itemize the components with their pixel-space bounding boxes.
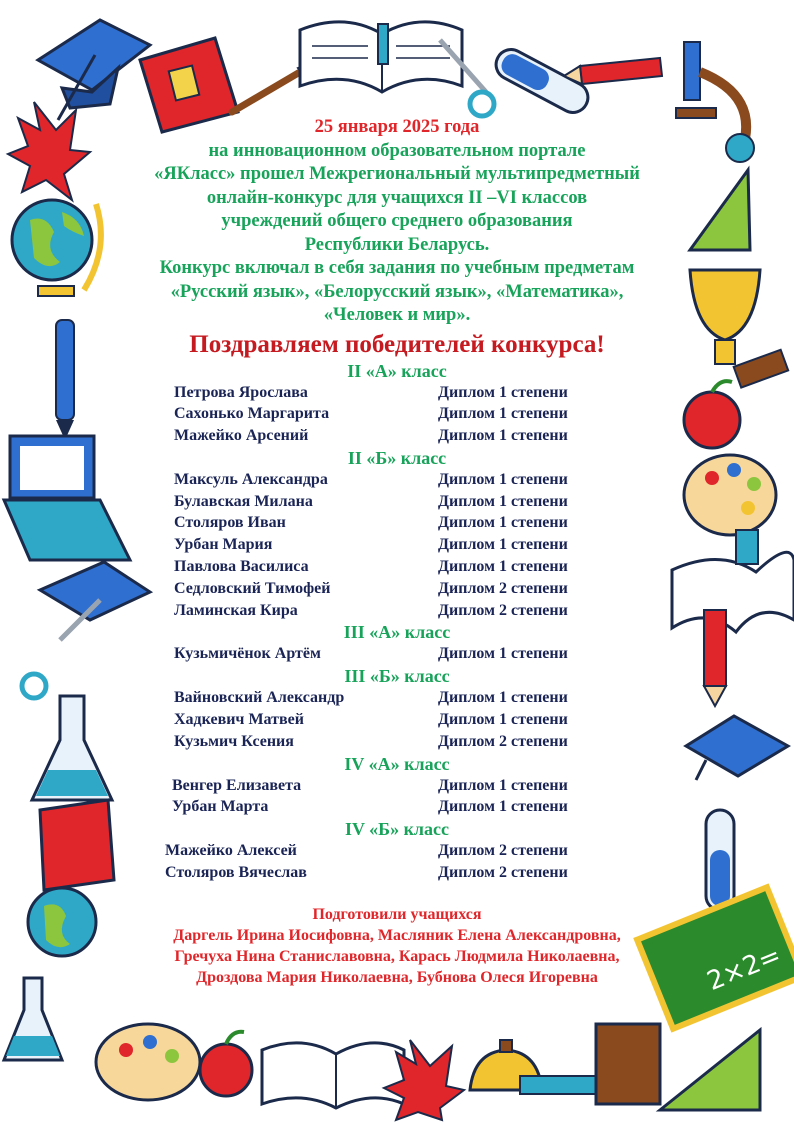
paint-palette-icon bbox=[684, 455, 776, 535]
intro-line-4: учреждений общего среднего образования bbox=[221, 211, 573, 231]
pencil-right-icon bbox=[704, 610, 726, 706]
class-heading: III «Б» класс bbox=[344, 666, 450, 687]
winner-row bbox=[110, 840, 684, 862]
globe-icon bbox=[12, 200, 101, 296]
winner-diploma: Диплом 2 степени bbox=[438, 732, 568, 750]
winner-diploma: Диплом 1 степени bbox=[438, 492, 568, 510]
palette-bottom-icon bbox=[96, 1024, 200, 1100]
intro-line-3: онлайн-конкурс для учащихся II –VI классов bbox=[206, 187, 588, 208]
teachers-line-3: Дроздова Мария Николаевна, Бубнова Олеся Игоревна bbox=[196, 968, 598, 986]
winner-diploma: Диплом 1 степени bbox=[438, 405, 568, 423]
winner-name: Столяров Вячеслав bbox=[165, 864, 307, 882]
winner-row bbox=[110, 731, 684, 753]
winner-diploma: Диплом 2 степени bbox=[438, 579, 568, 597]
teachers-line-2: Гречуха Нина Станиславовна, Карась Людмила Николаевна, bbox=[174, 947, 620, 965]
winner-name: Кузьмичёнок Артём bbox=[174, 645, 321, 663]
intro-line-2: «ЯКласс» прошел Межрегиональный мультипредметный bbox=[154, 164, 640, 184]
svg-text:2×2=: 2×2= bbox=[702, 940, 786, 998]
red-book-left-icon bbox=[40, 800, 114, 890]
apple-right-icon bbox=[684, 381, 740, 448]
winner-diploma: Диплом 1 степени bbox=[438, 645, 568, 663]
winner-row bbox=[110, 469, 684, 491]
winner-row bbox=[110, 709, 684, 731]
winner-diploma: Диплом 1 степени bbox=[438, 558, 568, 576]
winner-name: Булавская Милана bbox=[174, 492, 313, 510]
pen-icon bbox=[56, 320, 74, 440]
winner-diploma: Диплом 1 степени bbox=[438, 711, 568, 729]
winner-row bbox=[110, 862, 684, 884]
winner-row bbox=[110, 512, 684, 534]
winner-row bbox=[110, 491, 684, 513]
winner-name: Павлова Василиса bbox=[174, 558, 309, 576]
winner-row bbox=[110, 382, 684, 404]
announcement-content bbox=[110, 116, 684, 988]
graduation-cap-right-icon bbox=[686, 716, 788, 780]
maple-leaf-icon bbox=[8, 102, 90, 200]
intro-line-5: Республики Беларусь. bbox=[304, 234, 490, 255]
winner-name: Столяров Иван bbox=[174, 514, 286, 532]
winner-name: Максуль Александра bbox=[174, 470, 328, 488]
open-book-bottom-icon bbox=[262, 1043, 404, 1108]
winner-row bbox=[110, 600, 684, 622]
winner-diploma: Диплом 1 степени bbox=[438, 470, 568, 488]
open-book-top-icon bbox=[300, 22, 462, 92]
test-tube-right-icon bbox=[706, 810, 734, 910]
winner-diploma: Диплом 2 степени bbox=[438, 864, 568, 882]
winner-name: Урбан Мария bbox=[174, 536, 273, 554]
winner-row bbox=[110, 643, 684, 665]
scissors-left-icon bbox=[22, 600, 100, 698]
winner-diploma: Диплом 1 степени bbox=[438, 514, 568, 532]
winner-row bbox=[110, 425, 684, 447]
class-heading: II «А» класс bbox=[347, 360, 447, 381]
winner-name: Петрова Ярослава bbox=[174, 383, 308, 401]
winner-row bbox=[110, 556, 684, 578]
class-heading: II «Б» класс bbox=[347, 447, 447, 468]
intro-line-6: Конкурс включал в себя задания по учебным предметам bbox=[159, 258, 635, 278]
winner-diploma: Диплом 2 степени bbox=[438, 842, 568, 860]
winner-diploma: Диплом 2 степени bbox=[438, 601, 568, 619]
winner-name: Кузьмич Ксения bbox=[174, 732, 294, 750]
class-heading: III «А» класс bbox=[343, 622, 451, 643]
winner-name: Ламинская Кира bbox=[174, 601, 298, 619]
class-heading: IV «Б» класс bbox=[344, 819, 450, 840]
congrats-heading: Поздравляем победителей конкурса! bbox=[189, 330, 605, 358]
event-date: 25 января 2025 года bbox=[314, 117, 480, 137]
winner-name: Седловский Тимофей bbox=[174, 579, 331, 597]
prepared-by-title: Подготовили учащихся bbox=[312, 905, 482, 923]
winner-name: Вайновский Александр bbox=[174, 689, 345, 707]
winner-row bbox=[110, 578, 684, 600]
open-book-right-icon bbox=[672, 530, 794, 632]
winner-name: Мажейко Арсений bbox=[174, 427, 309, 445]
intro-line-7: «Русский язык», «Белорусский язык», «Математика», bbox=[170, 281, 624, 302]
winner-name: Сахонько Маргарита bbox=[174, 405, 330, 423]
winner-name: Венгер Елизавета bbox=[172, 776, 302, 794]
winner-row bbox=[110, 687, 684, 709]
winner-name: Урбан Марта bbox=[172, 798, 269, 816]
intro-line-8: «Человек и мир». bbox=[323, 305, 471, 325]
pencil-top-icon bbox=[564, 58, 662, 84]
globe-lower-icon bbox=[28, 888, 96, 956]
intro-line-1: на инновационном образовательном портале bbox=[208, 140, 586, 161]
teachers-line-1: Даргель Ирина Иосифовна, Масляник Елена Александровна, bbox=[173, 926, 621, 944]
apple-bottom-icon bbox=[200, 1032, 252, 1096]
winner-row bbox=[110, 534, 684, 556]
brown-book-icon bbox=[596, 1024, 660, 1104]
winner-row bbox=[110, 796, 684, 818]
winner-diploma: Диплом 1 степени bbox=[438, 776, 568, 794]
set-square-bottom-icon bbox=[660, 1030, 760, 1110]
winner-name: Мажейко Алексей bbox=[165, 842, 297, 860]
winner-row bbox=[110, 775, 684, 797]
winner-diploma: Диплом 1 степени bbox=[438, 383, 568, 401]
flask-left-icon bbox=[32, 696, 112, 800]
graduation-cap-icon bbox=[38, 20, 150, 120]
flask-bottom-icon bbox=[4, 978, 62, 1060]
trophy-icon bbox=[690, 270, 788, 388]
winner-diploma: Диплом 1 степени bbox=[438, 536, 568, 554]
winner-diploma: Диплом 1 степени bbox=[438, 427, 568, 445]
set-square-icon bbox=[690, 170, 750, 250]
microscope-icon bbox=[676, 42, 754, 162]
winner-row bbox=[110, 403, 684, 425]
winner-diploma: Диплом 1 степени bbox=[438, 798, 568, 816]
winner-name: Хадкевич Матвей bbox=[174, 711, 304, 729]
winner-diploma: Диплом 1 степени bbox=[438, 689, 568, 707]
class-heading: IV «А» класс bbox=[344, 753, 450, 774]
